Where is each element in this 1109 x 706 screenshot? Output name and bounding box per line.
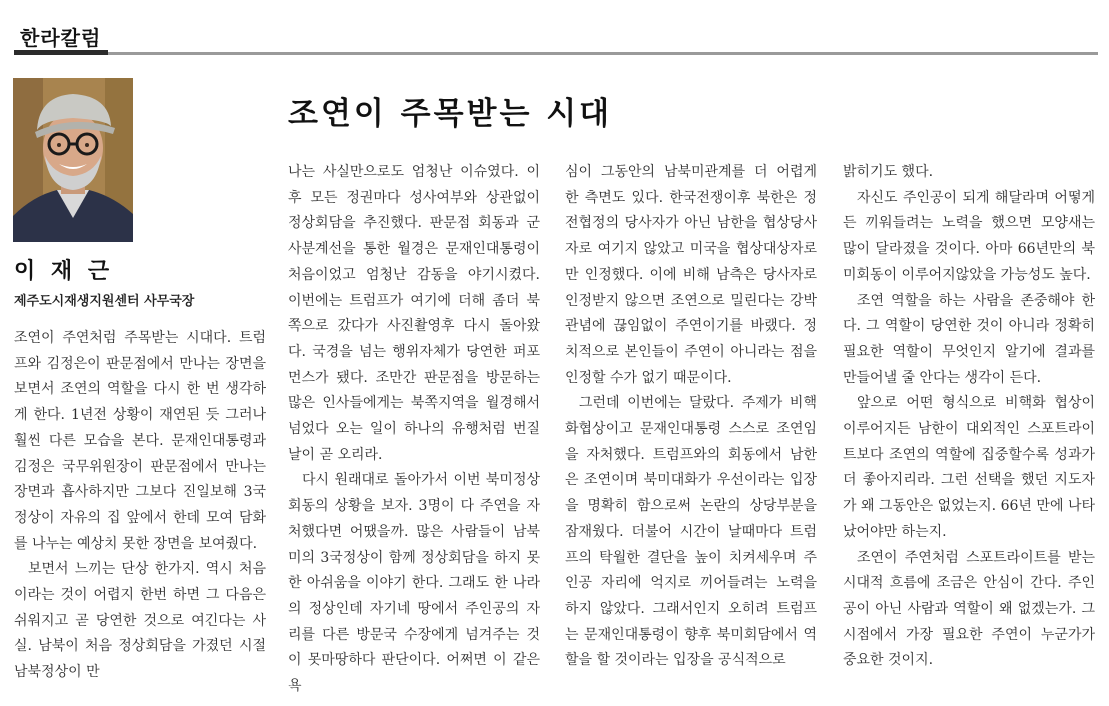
headline: 조연이 주목받는 시대 xyxy=(288,96,613,132)
author-photo xyxy=(13,78,133,242)
paragraph: 앞으로 어떤 형식으로 비핵화 협상이 이루어지든 남한이 대외적인 스포트라이트보다 조연의 역할에 집중할수록 성과가 더 좋아지리라. 그런 선택을 했던 지도자가 왜 그동안은 없었는지. 66년 만에 나타났어야만 하는지. xyxy=(843,395,1095,540)
paragraph: 그런데 이번에는 달랐다. 주제가 비핵화협상이고 문재인대통령 스스로 조연임을 자처했다. 트럼프와의 회동에서 남한은 조연이며 북미대화가 우선이라는 입장을 명확히 함으로써 논란의 상당부분을 잠재웠다. 더불어 시간이 날때마다 트럼프의 탁월한 결단을 높이 치켜세우며 주인공 자리에 억지로 끼어들려는 노력을 하지 않았다. 그래서인지 오히려 트럼프는 문재인대통령이 향후 북미회담에서 역할을 할 것이라는 입장을 공식적으로 xyxy=(565,395,817,669)
paragraph: 다시 원래대로 돌아가서 이번 북미정상회동의 상황을 보자. 3명이 다 주연을 자처했다면 어땠을까. 많은 사람들이 남북미의 3국정상이 함께 정상회담을 하지 못한 아쉬움을 이야기 한다. 그래도 한 나라의 정상인데 자기네 땅에서 주인공의 자리를 다른 방문국 수장에게 넘겨주는 것이 못마땅하다 판단이다. 어쩌면 이 같은 욕 xyxy=(288,472,540,695)
author-title: 제주도시재생지원센터 사무국장 xyxy=(14,294,195,309)
paragraph: 조연 역할을 하는 사람을 존중해야 한다. 그 역할이 당연한 것이 아니라 정확히 필요한 역할이 무엇인지 알기에 결과를 만들어낼 줄 안다는 생각이 든다. xyxy=(843,292,1095,386)
author-name: 이 재 근 xyxy=(14,259,114,284)
section-rule xyxy=(108,52,1098,55)
paragraph: 나는 사실만으로도 엄청난 이슈였다. 이후 모든 정권마다 성사여부와 상관없이 정상회담을 추진했다. 판문점 회동과 군사분계선을 통한 월경은 문재인대통령이 처음이었고 엄청난 감동을 야기시켰다. 이번에는 트럼프가 여기에 더해 좀더 북쪽으로 갔다가 사진촬영후 다시 돌아왔다. 국경을 넘는 행위자체가 당연한 퍼포먼스가 됐다. 조만간 판문점을 방문하는 많은 인사들에게는 북쪽지역을 월경해서 넘었다 오는 일이 하나의 유행처럼 번질 날이 곧 오리라. xyxy=(288,164,540,463)
paragraph: 조연이 주연처럼 스포트라이트를 받는 시대적 흐름에 조금은 안심이 간다. 주인공이 아닌 사람과 역할이 왜 없겠는가. 그 시점에서 가장 필요한 주연이 누군가가 중요한 것이지. xyxy=(843,549,1095,669)
section-rule-accent xyxy=(14,50,108,55)
paragraph: 자신도 주인공이 되게 해달라며 어떻게든 끼워들려는 노력을 했으면 모양새는 많이 달라졌을 것이다. 아마 66년만의 북미회동이 이루어지않았을 가능성도 높다. xyxy=(843,189,1095,283)
section-label: 한라칼럼 xyxy=(20,26,102,50)
article-column-1 xyxy=(14,326,266,686)
paragraph: 밝히기도 했다. xyxy=(843,164,934,180)
paragraph: 심이 그동안의 남북미관계를 더 어렵게 한 측면도 있다. 한국전쟁이후 북한은 정전협정의 당사자가 아닌 남한을 협상당사자로 여기지 않았고 미국을 협상대상자로만 인정했다. 이에 비해 남측은 당사자로 인정받지 않으면 조연으로 밀린다는 강박관념에 끊임없이 주연이기를 바랬다. 정치적으로 본인들이 주연이 아니라는 점을 인정할 수가 없기 때문이다. xyxy=(565,164,817,386)
article-column-4 xyxy=(843,160,1095,674)
paragraph: 조연이 주연처럼 주목받는 시대다. 트럼프와 김정은이 판문점에서 만나는 장면을 보면서 조연의 역할을 다시 한 번 생각하게 한다. 1년전 상황이 재연된 듯 그러나 훨씬 다른 모습을 본다. 문재인대통령과 김정은 국무위원장이 판문점에서 만나는 장면과 흡사하지만 그보다 진일보해 3국 정상이 자유의 집 앞에서 한데 모여 담화를 나누는 예상치 못한 장면을 보여줬다. xyxy=(14,330,266,552)
article-column-2 xyxy=(288,160,540,700)
paragraph: 보면서 느끼는 단상 한가지. 역시 처음이라는 것이 어렵지 한번 하면 그 다음은 쉬워지고 곧 당연한 것으로 여긴다는 사실. 남북이 처음 정상회담을 가졌던 시절 남북정상이 만 xyxy=(14,561,266,681)
article-column-3 xyxy=(565,160,817,674)
